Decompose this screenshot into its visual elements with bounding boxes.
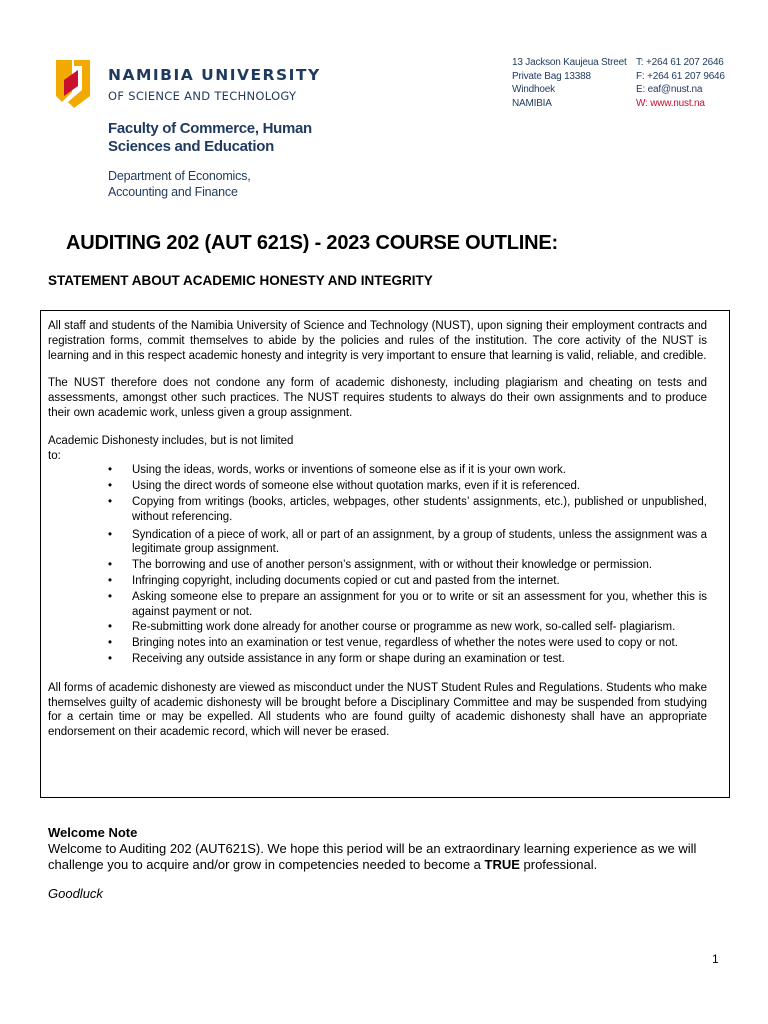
dishonesty-list [48, 463, 707, 666]
department-line: Department of Economics, [108, 169, 251, 183]
list-item: • Bringing notes into an examination or test venue, regardless of whether the notes were used to copy or not. [108, 636, 707, 651]
list-item: • The borrowing and use of another person’s assignment, with or without their knowledge or permission. [108, 558, 707, 573]
postal-address [512, 56, 627, 110]
welcome-heading: Welcome Note [48, 825, 138, 840]
university-subtitle: OF SCIENCE AND TECHNOLOGY [108, 89, 297, 103]
university-name: NAMIBIA UNIVERSITY [108, 66, 321, 84]
faculty-line: Faculty of Commerce, Human [108, 120, 312, 137]
telephone: T: +264 61 207 2646 [636, 57, 724, 68]
signoff: Goodluck [48, 886, 103, 901]
list-item: • Infringing copyright, including documents copied or cut and pasted from the internet. [108, 574, 707, 589]
faculty-line: Sciences and Education [108, 138, 274, 155]
dishonesty-lead-line: to: [48, 449, 61, 462]
academic-honesty-box [40, 310, 730, 798]
website [636, 97, 725, 111]
department-line: Accounting and Finance [108, 185, 238, 199]
address-line: Private Bag 13388 [512, 70, 591, 82]
welcome-text [48, 841, 728, 873]
list-item: • Using the ideas, words, works or inventions of someone else as if it is your own work. [108, 463, 707, 478]
email: E: eaf@nust.na [636, 84, 703, 95]
address-line: NAMIBIA [512, 97, 552, 109]
nust-logo-icon [52, 56, 94, 110]
list-item: • Re-submitting work done already for another course or programme as new work, so-called self- plagiarism. [108, 620, 707, 635]
department-name [108, 168, 250, 200]
fax: F: +264 61 207 9646 [636, 70, 725, 82]
website-label: W: [636, 97, 651, 109]
faculty-name [108, 120, 312, 156]
welcome-note [48, 825, 728, 902]
honesty-paragraph: The NUST therefore does not condone any form of academic dishonesty, including plagiarism and cheating on tests and assessments, amongst other such practices. The NUST requires students to always do their own assignments and to produce their own academic work, unless given a group assignment. [48, 377, 707, 419]
list-item: • Using the direct words of someone else without quotation marks, even if it is referenced. [108, 479, 707, 494]
honesty-paragraph: All staff and students of the Namibia University of Science and Technology (NUST), upon signing their employment contracts and registration forms, commit themselves to abide by the policies and rules of the institution. The core activity of the NUST is learning and in this respect academic honesty and integrity is very important to ensure that learning is valid, reliable, and credible. [48, 320, 707, 362]
list-item: • Receiving any outside assistance in any form or shape during an examination or test. [108, 652, 707, 667]
address-line: 13 Jackson Kaujeua Street [512, 57, 627, 68]
contact-details [636, 56, 725, 110]
welcome-text-part: Welcome to Auditing 202 (AUT621S). We hope this period will be an extraordinary learning experience as we will challenge you to acquire and/or grow in competencies needed to become a [48, 841, 697, 872]
welcome-emphasis: TRUE [484, 857, 520, 872]
list-item: • Copying from writings (books, articles, webpages, other students’ assignments, etc.), published or unpublished, without referencing. [108, 495, 707, 525]
page-number: 1 [712, 952, 719, 966]
dishonesty-lead [48, 434, 707, 464]
address-line: Windhoek [512, 84, 555, 95]
misconduct-paragraph: All forms of academic dishonesty are viewed as misconduct under the NUST Student Rules and Regulations. Students who make themselves guilty of academic dishonesty will be brought before a Disciplinary Committee and may be suspended from studying for a certain time or may be expelled. All students who are found guilty of academic dishonesty shall have an appropriate endorsement on their academic record, which will never be erased. [48, 681, 707, 739]
welcome-text-part: professional. [519, 857, 598, 872]
list-item: • Asking someone else to prepare an assignment for you or to write or sit an assessment for you, whether this is against payment or not. [108, 590, 707, 620]
website-link[interactable]: www.nust.na [650, 97, 705, 109]
page-title: AUDITING 202 (AUT 621S) - 2023 COURSE OUTLINE: [66, 232, 559, 254]
statement-heading: STATEMENT ABOUT ACADEMIC HONESTY AND INTEGRITY [48, 273, 433, 288]
list-item: • Syndication of a piece of work, all or part of an assignment, by a group of students, unless the assignment was a legitimate group assignment. [108, 528, 707, 558]
dishonesty-lead-line: Academic Dishonesty includes, but is not limited [48, 434, 294, 447]
